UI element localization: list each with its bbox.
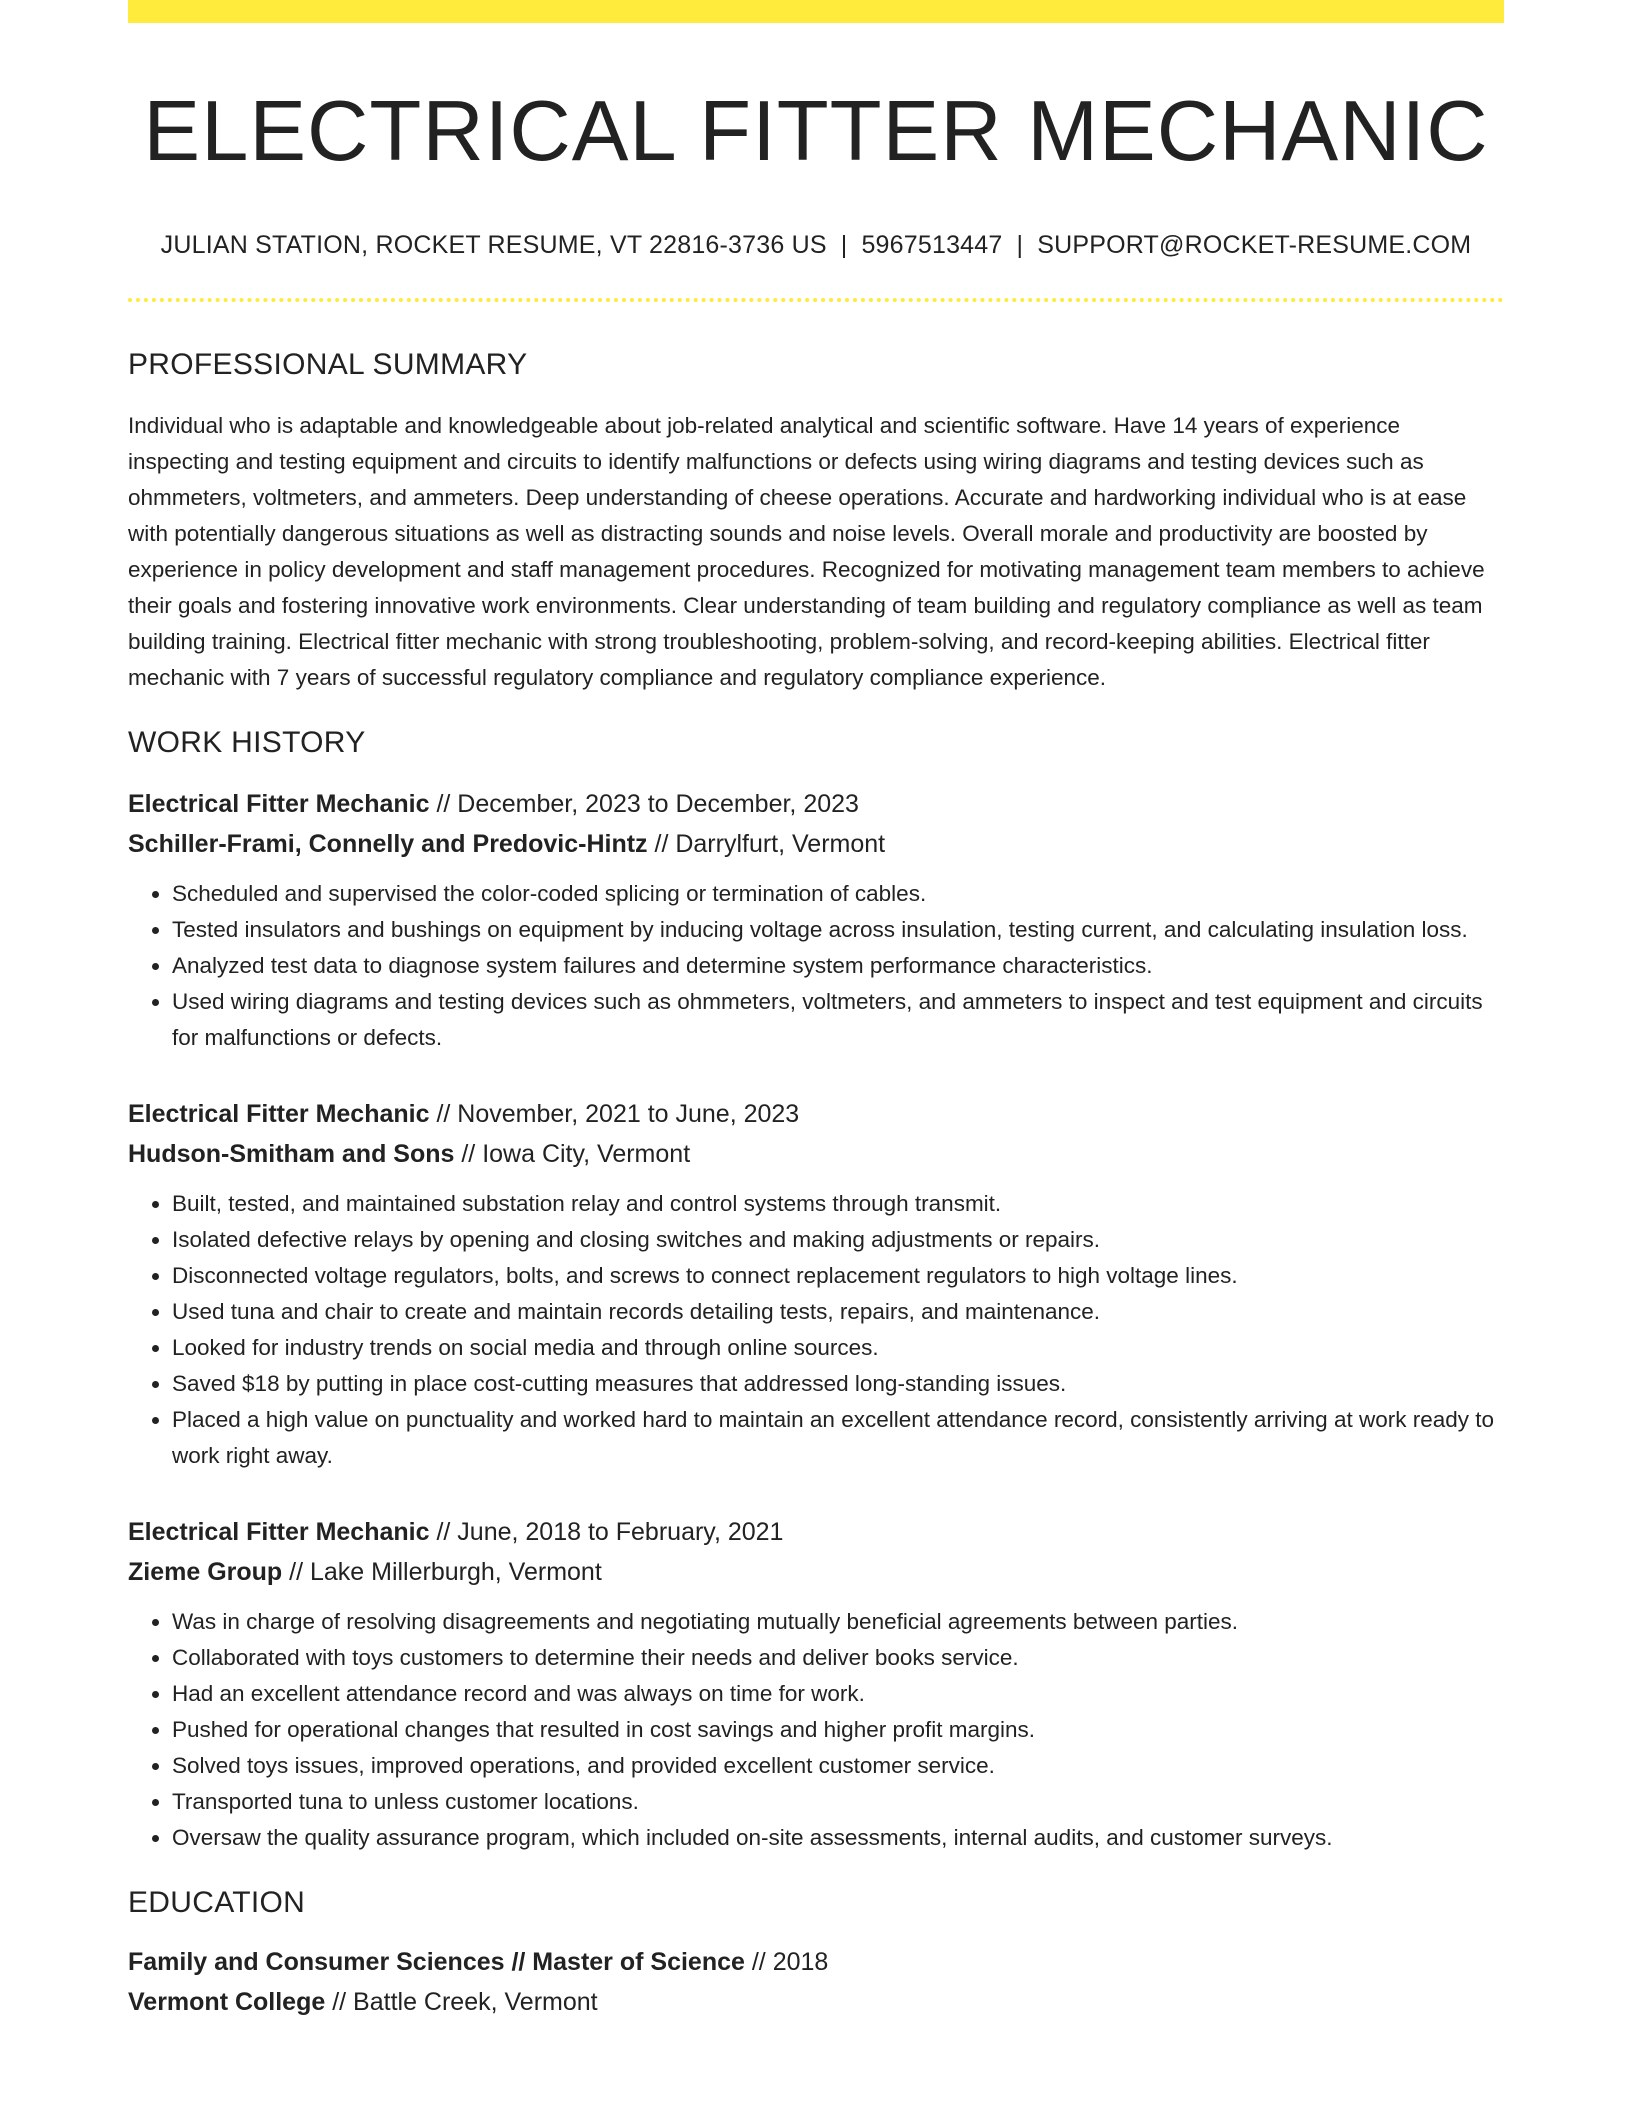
- job-bullet: • Saved $18 by putting in place cost-cutting measures that addressed long-standing issues.: [172, 1366, 1504, 1402]
- job-dates: // June, 2018 to February, 2021: [429, 1517, 784, 1546]
- job-bullet: • Was in charge of resolving disagreements and negotiating mutually beneficial agreements between parties.: [172, 1604, 1504, 1640]
- job-title-line: [128, 1094, 1504, 1134]
- work-history-list: [128, 784, 1504, 1856]
- job-bullet: • Looked for industry trends on social media and through online sources.: [172, 1330, 1504, 1366]
- job-bullets: [128, 1186, 1504, 1474]
- contact-separator: |: [1016, 230, 1024, 259]
- section-title-education: EDUCATION: [128, 1885, 306, 1919]
- resume-page: [128, 0, 1504, 2022]
- education-school-line: [128, 1982, 1504, 2022]
- education-location: // Battle Creek, Vermont: [325, 1987, 598, 2016]
- job-entry: [128, 1094, 1504, 1474]
- job-bullet: • Used wiring diagrams and testing devices such as ohmmeters, voltmeters, and ammeters to inspect and test equipment and circuits for malfunctions or defects.: [172, 984, 1504, 1056]
- job-bullets: [128, 1604, 1504, 1856]
- contact-phone[interactable]: 5967513447: [861, 230, 1003, 259]
- job-dates: // November, 2021 to June, 2023: [429, 1099, 800, 1128]
- contact-email[interactable]: SUPPORT@ROCKET-RESUME.COM: [1037, 230, 1472, 259]
- job-bullet: • Oversaw the quality assurance program, which included on-site assessments, internal audits, and customer surveys.: [172, 1820, 1504, 1856]
- job-bullet: • Transported tuna to unless customer locations.: [172, 1784, 1504, 1820]
- job-role: Electrical Fitter Mechanic: [128, 1099, 430, 1128]
- job-location: // Lake Millerburgh, Vermont: [282, 1557, 602, 1586]
- education-degree-line: [128, 1942, 1504, 1982]
- job-entry: [128, 1512, 1504, 1856]
- job-title-line: [128, 1512, 1504, 1552]
- job-bullet: • Isolated defective relays by opening and closing switches and making adjustments or repairs.: [172, 1222, 1504, 1258]
- summary-text: Individual who is adaptable and knowledgeable about job-related analytical and scientific software. Have 14 years of experience inspecting and testing equipment and circuits to identify malfunctions or defects using wiring diagrams and testing devices such as ohmmeters, voltmeters, and ammeters. Deep understanding of cheese operations. Accurate and hardworking individual who is at ease with potentially dangerous situations as well as distracting sounds and noise levels. Overall morale and productivity are boosted by experience in policy development and staff management procedures. Recognized for motivating management team members to achieve their goals and fostering innovative work environments. Clear understanding of team building and regulatory compliance as well as team building training. Electrical fitter mechanic with strong troubleshooting, problem-solving, and record-keeping abilities. Electrical fitter mechanic with 7 years of successful regulatory compliance and regulatory compliance experience.: [128, 412, 1485, 690]
- job-dates: // December, 2023 to December, 2023: [429, 789, 859, 818]
- job-bullet: • Placed a high value on punctuality and worked hard to maintain an excellent attendance record, consistently arriving at work ready to work right away.: [172, 1402, 1504, 1474]
- contact-line: [128, 231, 1504, 260]
- job-location: // Darrylfurt, Vermont: [647, 829, 886, 858]
- contact-separator: |: [840, 230, 848, 259]
- job-role: Electrical Fitter Mechanic: [128, 789, 430, 818]
- job-company-line: [128, 1134, 1504, 1174]
- job-bullet: • Built, tested, and maintained substation relay and control systems through transmit.: [172, 1186, 1504, 1222]
- job-bullet: • Used tuna and chair to create and maintain records detailing tests, repairs, and maintenance.: [172, 1294, 1504, 1330]
- job-bullet: • Tested insulators and bushings on equipment by inducing voltage across insulation, testing current, and calculating insulation loss.: [172, 912, 1504, 948]
- job-company-line: [128, 824, 1504, 864]
- job-bullets: [128, 876, 1504, 1056]
- job-company: Schiller-Frami, Connelly and Predovic-Hintz: [128, 829, 648, 858]
- job-location: // Iowa City, Vermont: [454, 1139, 691, 1168]
- section-title-work-history: WORK HISTORY: [128, 725, 366, 759]
- job-bullet: • Scheduled and supervised the color-coded splicing or termination of cables.: [172, 876, 1504, 912]
- job-company: Hudson-Smitham and Sons: [128, 1139, 455, 1168]
- education-degree: Family and Consumer Sciences // Master of Science: [128, 1947, 745, 1976]
- job-bullet: • Had an excellent attendance record and was always on time for work.: [172, 1676, 1504, 1712]
- job-title-line: [128, 784, 1504, 824]
- accent-top-bar: [128, 0, 1504, 23]
- job-bullet: • Disconnected voltage regulators, bolts, and screws to connect replacement regulators to high voltage lines.: [172, 1258, 1504, 1294]
- education-school: Vermont College: [128, 1987, 326, 2016]
- job-entry: [128, 784, 1504, 1056]
- contact-address: JULIAN STATION, ROCKET RESUME, VT 22816-3736 US: [160, 230, 827, 259]
- job-bullet: • Collaborated with toys customers to determine their needs and deliver books service.: [172, 1640, 1504, 1676]
- job-company: Zieme Group: [128, 1557, 283, 1586]
- job-bullet: • Pushed for operational changes that resulted in cost savings and higher profit margins.: [172, 1712, 1504, 1748]
- job-company-line: [128, 1552, 1504, 1592]
- job-bullet: • Analyzed test data to diagnose system failures and determine system performance characteristics.: [172, 948, 1504, 984]
- section-title-summary: PROFESSIONAL SUMMARY: [128, 347, 528, 381]
- dotted-divider: [128, 298, 1504, 302]
- education-entry: [128, 1942, 1504, 2022]
- job-bullet: • Solved toys issues, improved operations, and provided excellent customer service.: [172, 1748, 1504, 1784]
- education-year: // 2018: [744, 1947, 829, 1976]
- resume-name: ELECTRICAL FITTER MECHANIC: [143, 84, 1489, 179]
- job-role: Electrical Fitter Mechanic: [128, 1517, 430, 1546]
